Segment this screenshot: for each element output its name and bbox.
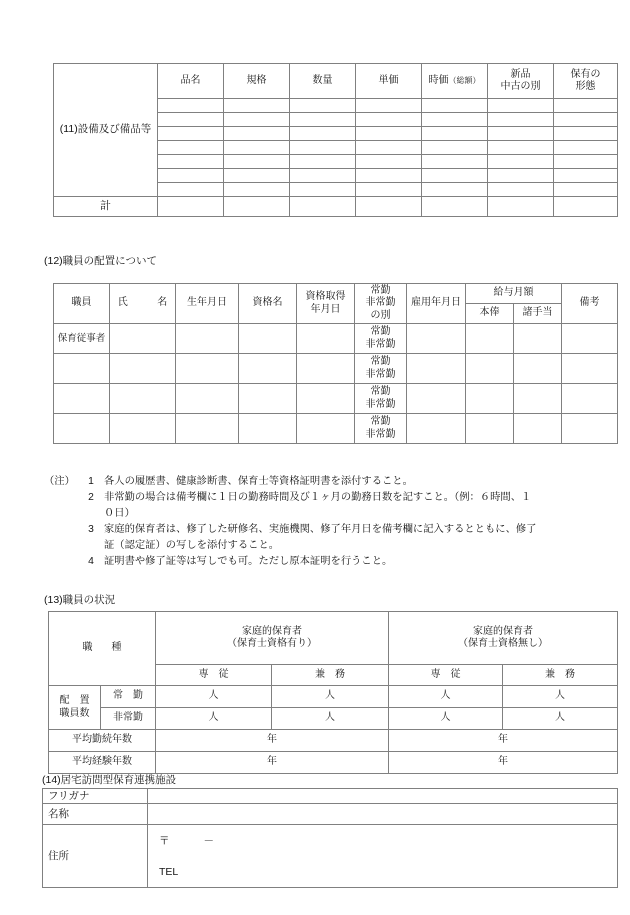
cell-ownership[interactable] [554, 113, 618, 127]
cell-ownership[interactable] [554, 183, 618, 197]
furigana-value[interactable] [148, 789, 618, 804]
note-text: 証明書や修了証等は写しでも可。ただし原本証明を行うこと。 [104, 555, 393, 567]
cell-allowances[interactable] [514, 324, 562, 354]
subcol-dedicated-with-license: 専 従 [156, 665, 272, 686]
cell-staff[interactable] [54, 354, 110, 384]
staff-count-label [49, 686, 101, 730]
cell-qualification-date[interactable] [297, 354, 355, 384]
cell-fulltime-dedicated-without-license[interactable]: 人 [389, 686, 503, 708]
cell-avg-tenure-with-license[interactable]: 年 [156, 730, 389, 752]
group-without-license-line2: （保育士資格無し） [458, 638, 548, 649]
employment-option-regular[interactable]: 常勤 [370, 356, 391, 368]
col-header-base-salary: 本俸 [466, 304, 514, 324]
col-header-quantity: 数量 [290, 64, 356, 99]
cell-quantity[interactable] [290, 183, 356, 197]
cell-name[interactable] [110, 324, 176, 354]
notes-block [44, 474, 624, 570]
name-row [43, 804, 618, 825]
note-continuation: ０日） [104, 507, 135, 519]
cell-unit-price[interactable] [356, 155, 422, 169]
cell-condition[interactable] [488, 113, 554, 127]
group-header-without-license [389, 612, 618, 665]
col-header-birthdate: 生年月日 [176, 284, 239, 324]
equipment-header-row [54, 64, 618, 99]
cell-item-name[interactable] [158, 183, 224, 197]
total-cell-unit-price[interactable] [356, 197, 422, 217]
note-text: 各人の履歴書、健康診断書、保育士等資格証明書を添付すること。 [104, 476, 413, 487]
condition-line1: 新品 [510, 68, 531, 80]
cell-unit-price[interactable] [356, 127, 422, 141]
staff-status-table [48, 611, 618, 774]
market-price-sub: （総額） [448, 75, 481, 85]
qual-date-line2: 年月日 [310, 303, 341, 315]
row-label-parttime: 非常勤 [101, 708, 156, 730]
cell-hire-date[interactable] [407, 384, 466, 414]
row-label-fulltime: 常 勤 [101, 686, 156, 708]
cell-base-salary[interactable] [466, 384, 514, 414]
equipment-row-label-text: (11)設備及び備品等 [59, 123, 152, 136]
cell-quantity[interactable] [290, 99, 356, 113]
address-value-cell[interactable] [148, 825, 618, 888]
col-header-monthly-salary: 給与月額 [466, 284, 562, 304]
col-header-ownership [554, 64, 618, 99]
cell-staff[interactable]: 保育従事者 [54, 324, 110, 354]
cell-item-name[interactable] [158, 99, 224, 113]
col-header-item-name: 品名 [158, 64, 224, 99]
col-header-condition [488, 64, 554, 99]
col-header-staff: 職員 [54, 284, 110, 324]
note-text: 非常勤の場合は備考欄に１日の勤務時間及び１ヶ月の勤務日数を記すこと。（例：６時間、１ [104, 491, 532, 503]
equipment-total-label: 計 [54, 197, 158, 217]
section-14-caption: (14)居宅訪問型保育連携施設 [42, 774, 177, 786]
cell-quantity[interactable] [290, 169, 356, 183]
staff-count-label-line1: 配 置 [59, 695, 90, 707]
cell-unit-price[interactable] [356, 169, 422, 183]
cell-quantity[interactable] [290, 127, 356, 141]
cell-quantity[interactable] [290, 155, 356, 169]
cell-market-price[interactable] [422, 141, 488, 155]
cell-avg-tenure-without-license[interactable]: 年 [389, 730, 618, 752]
address-row [43, 825, 618, 888]
equipment-row-label [54, 64, 158, 197]
subcol-concurrent-without-license: 兼 務 [503, 665, 618, 686]
group-with-license-line1: 家庭的保育者 [242, 625, 302, 637]
equipment-table [53, 63, 618, 217]
job-type-label [49, 612, 156, 686]
status-header-row-1 [49, 612, 618, 665]
subcol-dedicated-without-license: 専 従 [389, 665, 503, 686]
cell-market-price[interactable] [422, 155, 488, 169]
cell-item-name[interactable] [158, 127, 224, 141]
cell-avg-experience-with-license[interactable]: 年 [156, 752, 389, 774]
cell-birthdate[interactable] [176, 384, 239, 414]
col-header-market-price [422, 64, 488, 99]
note-number: 3 [88, 523, 94, 535]
staff-assignment-table [53, 283, 618, 444]
cell-hire-date[interactable] [407, 414, 466, 444]
emp-type-line3: の別 [370, 309, 391, 321]
note-number: 2 [88, 491, 94, 503]
cell-staff[interactable] [54, 384, 110, 414]
postal-dash: － [203, 835, 214, 847]
qual-date-line1: 資格取得 [305, 291, 346, 303]
col-header-hire-date: 雇用年月日 [407, 284, 466, 324]
cell-hire-date[interactable] [407, 354, 466, 384]
cell-condition[interactable] [488, 155, 554, 169]
col-header-remarks: 備考 [562, 284, 618, 324]
note-number: 4 [88, 555, 94, 567]
cell-remarks[interactable] [562, 354, 618, 384]
cell-item-name[interactable] [158, 169, 224, 183]
address-label: 住所 [43, 825, 148, 888]
cell-fulltime-dedicated-with-license[interactable]: 人 [156, 686, 272, 708]
cell-qualification-name[interactable] [239, 414, 297, 444]
cell-employment-type[interactable] [355, 414, 407, 444]
cell-spec[interactable] [224, 183, 290, 197]
cell-name[interactable] [110, 414, 176, 444]
notes-label: （注） [44, 476, 75, 487]
status-row-fulltime [49, 686, 618, 708]
cell-market-price[interactable] [422, 99, 488, 113]
status-row-avg-tenure [49, 730, 618, 752]
cell-quantity[interactable] [290, 113, 356, 127]
employment-option-regular[interactable]: 常勤 [370, 416, 391, 428]
total-cell-spec[interactable] [224, 197, 290, 217]
cell-ownership[interactable] [554, 169, 618, 183]
row-label-avg-experience: 平均経験年数 [49, 752, 156, 774]
cell-parttime-dedicated-with-license[interactable]: 人 [156, 708, 272, 730]
cell-ownership[interactable] [554, 155, 618, 169]
cell-ownership[interactable] [554, 99, 618, 113]
cell-condition[interactable] [488, 169, 554, 183]
employment-option-parttime[interactable]: 非常勤 [365, 398, 396, 410]
market-price-main: 時価 [428, 74, 449, 86]
staff-count-label-line2: 職員数 [59, 707, 90, 719]
cell-spec[interactable] [224, 141, 290, 155]
staff-row [54, 354, 618, 384]
staff-row [54, 324, 618, 354]
cell-condition[interactable] [488, 141, 554, 155]
total-cell-item-name[interactable] [158, 197, 224, 217]
ownership-line1: 保有の [570, 68, 601, 80]
cell-qualification-name[interactable] [239, 324, 297, 354]
col-header-name-text: 氏 名 [117, 297, 171, 309]
cell-unit-price[interactable] [356, 183, 422, 197]
note-item [44, 522, 624, 538]
cell-qualification-date[interactable] [297, 324, 355, 354]
cell-allowances[interactable] [514, 354, 562, 384]
facility-name-value[interactable] [148, 804, 618, 825]
total-cell-quantity[interactable] [290, 197, 356, 217]
equipment-total-row [54, 197, 618, 217]
total-cell-condition[interactable] [488, 197, 554, 217]
furigana-row [43, 789, 618, 804]
staff-row [54, 414, 618, 444]
note-text: 家庭的保育者は、修了した研修名、実施機関、修了年月日を備考欄に記入するとともに、修了 [104, 523, 537, 535]
status-row-parttime [49, 708, 618, 730]
cell-unit-price[interactable] [356, 113, 422, 127]
cell-allowances[interactable] [514, 384, 562, 414]
cell-qualification-date[interactable] [297, 414, 355, 444]
group-without-license-line1: 家庭的保育者 [473, 625, 533, 637]
job-type-label-text: 職 種 [82, 642, 126, 654]
cell-market-price[interactable] [422, 113, 488, 127]
cell-qualification-name[interactable] [239, 384, 297, 414]
cell-condition[interactable] [488, 99, 554, 113]
staff-row [54, 384, 618, 414]
cell-base-salary[interactable] [466, 324, 514, 354]
address-input-area[interactable] [153, 825, 617, 887]
staff-header-row-1 [54, 284, 618, 304]
cell-parttime-concurrent-without-license[interactable]: 人 [503, 708, 618, 730]
cell-item-name[interactable] [158, 113, 224, 127]
cell-market-price[interactable] [422, 183, 488, 197]
cell-remarks[interactable] [562, 384, 618, 414]
furigana-label: フリガナ [43, 789, 148, 804]
cell-spec[interactable] [224, 155, 290, 169]
cell-parttime-concurrent-with-license[interactable]: 人 [272, 708, 389, 730]
cell-item-name[interactable] [158, 141, 224, 155]
status-row-avg-experience [49, 752, 618, 774]
cell-birthdate[interactable] [176, 354, 239, 384]
employment-option-parttime[interactable]: 非常勤 [365, 368, 396, 380]
cell-spec[interactable] [224, 113, 290, 127]
employment-option-parttime[interactable]: 非常勤 [365, 428, 396, 440]
cell-quantity[interactable] [290, 141, 356, 155]
col-header-unit-price: 単価 [356, 64, 422, 99]
postal-code-line [159, 835, 214, 848]
cell-remarks[interactable] [562, 324, 618, 354]
cell-spec[interactable] [224, 99, 290, 113]
cell-fulltime-concurrent-with-license[interactable]: 人 [272, 686, 389, 708]
cell-parttime-dedicated-without-license[interactable]: 人 [389, 708, 503, 730]
cell-ownership[interactable] [554, 127, 618, 141]
cell-market-price[interactable] [422, 169, 488, 183]
postal-symbol-icon: 〒 [159, 835, 170, 847]
cell-base-salary[interactable] [466, 354, 514, 384]
total-cell-market-price[interactable] [422, 197, 488, 217]
cell-spec[interactable] [224, 127, 290, 141]
cell-remarks[interactable] [562, 414, 618, 444]
total-cell-ownership[interactable] [554, 197, 618, 217]
cell-avg-experience-without-license[interactable]: 年 [389, 752, 618, 774]
condition-line2: 中古の別 [500, 81, 541, 92]
cell-employment-type[interactable] [355, 354, 407, 384]
cell-condition[interactable] [488, 127, 554, 141]
tel-label: TEL [159, 866, 179, 878]
cell-birthdate[interactable] [176, 414, 239, 444]
employment-option-regular[interactable]: 常勤 [370, 326, 391, 338]
col-header-qualification-date [297, 284, 355, 324]
cell-staff[interactable] [54, 414, 110, 444]
col-header-allowances: 諸手当 [514, 304, 562, 324]
cell-ownership[interactable] [554, 141, 618, 155]
facility-name-label: 名称 [43, 804, 148, 825]
cell-item-name[interactable] [158, 155, 224, 169]
col-header-name [110, 284, 176, 324]
cell-qualification-name[interactable] [239, 354, 297, 384]
emp-type-line2: 非常勤 [365, 297, 396, 309]
cell-base-salary[interactable] [466, 414, 514, 444]
cell-condition[interactable] [488, 183, 554, 197]
note-item [44, 474, 624, 490]
section-13-caption: (13)職員の状況 [44, 594, 116, 606]
cell-fulltime-concurrent-without-license[interactable]: 人 [503, 686, 618, 708]
note-continuation: 証（認定証）の写しを添付すること。 [104, 539, 280, 551]
cell-market-price[interactable] [422, 127, 488, 141]
cell-qualification-date[interactable] [297, 384, 355, 414]
note-item [44, 490, 624, 506]
col-header-qualification-name: 資格名 [239, 284, 297, 324]
partner-facility-table [42, 788, 618, 888]
note-item [44, 554, 624, 570]
cell-unit-price[interactable] [356, 99, 422, 113]
col-header-employment-type [355, 284, 407, 324]
note-number: 1 [88, 476, 94, 487]
cell-employment-type[interactable] [355, 384, 407, 414]
ownership-line2: 形態 [575, 81, 596, 92]
cell-spec[interactable] [224, 169, 290, 183]
col-header-spec: 規格 [224, 64, 290, 99]
cell-name[interactable] [110, 384, 176, 414]
employment-option-parttime[interactable]: 非常勤 [365, 338, 396, 350]
subcol-concurrent-with-license: 兼 務 [272, 665, 389, 686]
row-label-avg-tenure: 平均勤続年数 [49, 730, 156, 752]
group-header-with-license [156, 612, 389, 665]
employment-option-regular[interactable]: 常勤 [370, 386, 391, 398]
cell-allowances[interactable] [514, 414, 562, 444]
cell-hire-date[interactable] [407, 324, 466, 354]
section-12-caption: (12)職員の配置について [44, 255, 157, 267]
emp-type-line1: 常勤 [370, 285, 391, 297]
cell-name[interactable] [110, 354, 176, 384]
group-with-license-line2: （保育士資格有り） [227, 638, 317, 649]
cell-birthdate[interactable] [176, 324, 239, 354]
cell-employment-type[interactable] [355, 324, 407, 354]
cell-unit-price[interactable] [356, 141, 422, 155]
